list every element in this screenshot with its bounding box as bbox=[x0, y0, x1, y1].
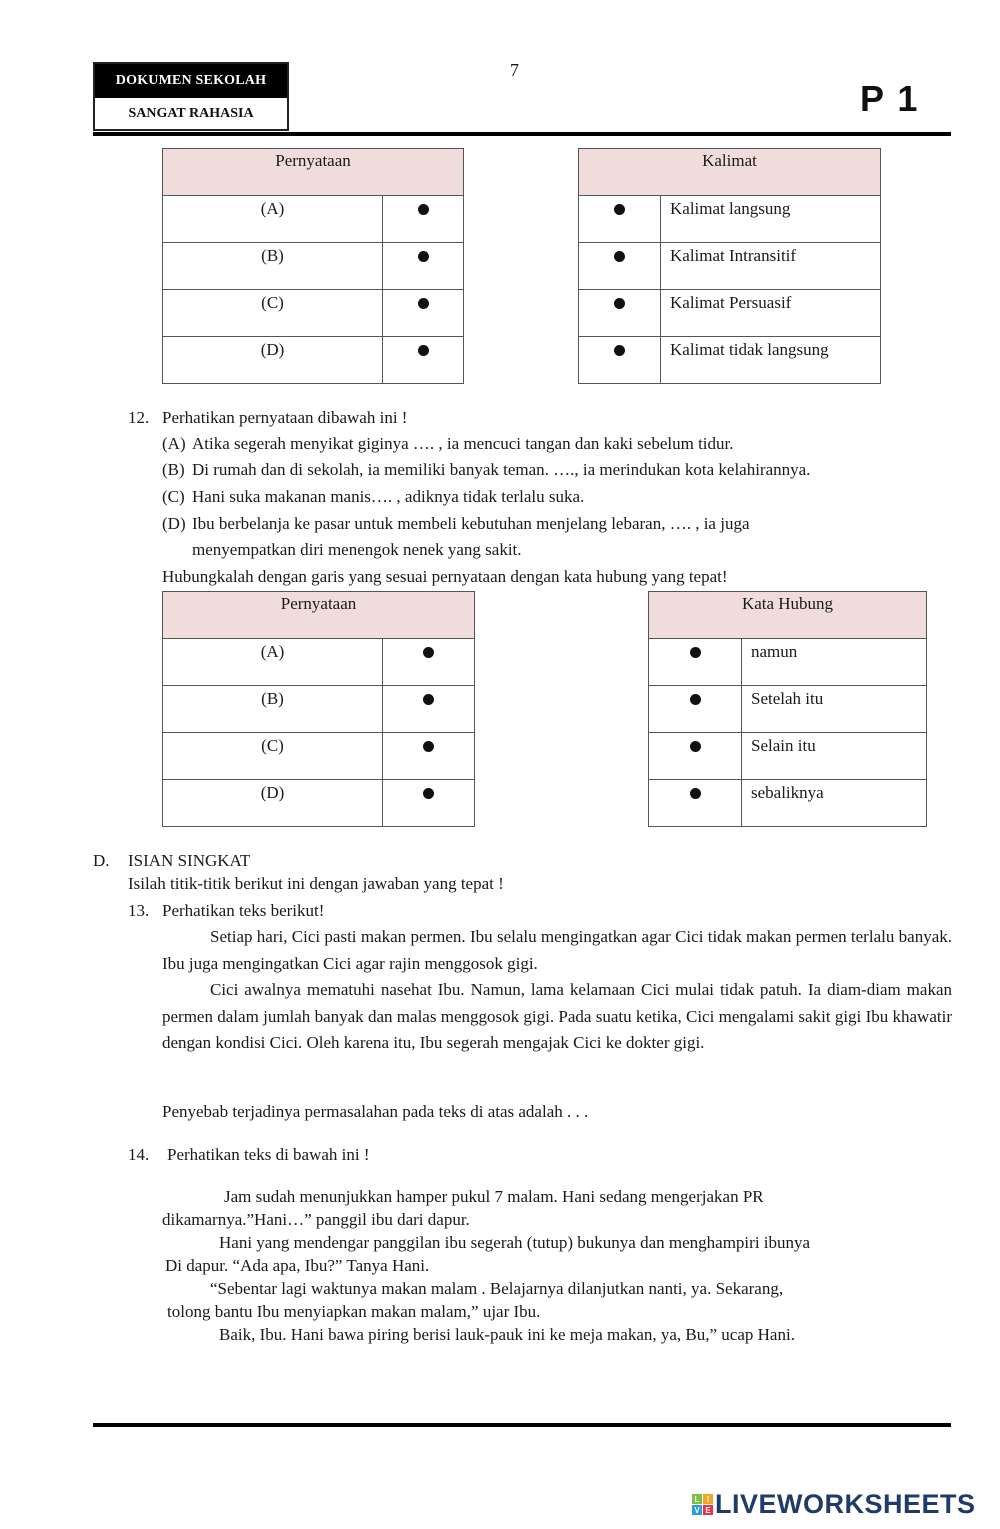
q13-number: 13. bbox=[128, 901, 150, 920]
match-dot[interactable] bbox=[614, 251, 625, 262]
table-row: (A) bbox=[163, 639, 475, 686]
secret-label: SANGAT RAHASIA bbox=[95, 98, 287, 129]
match-dot[interactable] bbox=[418, 345, 429, 356]
table-row: sebaliknya bbox=[649, 780, 927, 827]
q14-line: Jam sudah menunjukkan hamper pukul 7 malam. Hani sedang mengerjakan PR bbox=[224, 1187, 764, 1206]
table-row: (A) bbox=[163, 196, 464, 243]
q12-label-a: (A) bbox=[162, 434, 186, 453]
q13-prompt: Perhatikan teks berikut! bbox=[162, 901, 325, 920]
match-dot[interactable] bbox=[614, 298, 625, 309]
match-dot[interactable] bbox=[418, 298, 429, 309]
q12-item-a: Atika segerah menyikat giginya …. , ia mencuci tangan dan kaki sebelum tidur. bbox=[192, 434, 734, 453]
q13-paragraph-2: Cici awalnya mematuhi nasehat Ibu. Namun, lama kelamaan Cici mulai tidak patuh. Ia diam-diam makan permen dalam jumlah banyak dan malas menggosok gigi. Pada suatu ketika, Cici mengalami sakit gigi Ibu khawatir dengan kondisi Cici. Oleh karena itu, Ibu segerah mengajak Cici ke dokter gigi. bbox=[162, 980, 952, 1052]
q12-item-d-cont: menyempatkan diri menengok nenek yang sakit. bbox=[192, 540, 522, 559]
q14-line: tolong bantu Ibu menyiapkan makan malam,” ujar Ibu. bbox=[167, 1302, 541, 1321]
statement-table-2 bbox=[162, 591, 475, 827]
match-dot[interactable] bbox=[690, 788, 701, 799]
q14-line: “Sebentar lagi waktunya makan malam . Belajarnya dilanjutkan nanti, ya. Sekarang, bbox=[210, 1279, 784, 1298]
section-title: ISIAN SINGKAT bbox=[128, 851, 251, 870]
table-header: Pernyataan bbox=[163, 149, 464, 196]
table-row: Kalimat tidak langsung bbox=[579, 337, 881, 384]
match-dot[interactable] bbox=[418, 251, 429, 262]
match-dot[interactable] bbox=[423, 741, 434, 752]
section-instruction: Isilah titik-titik berikut ini dengan jawaban yang tepat ! bbox=[128, 874, 504, 893]
q12-number: 12. bbox=[128, 408, 150, 427]
section-letter: D. bbox=[93, 851, 110, 870]
table-row: (D) bbox=[163, 337, 464, 384]
live-logo-icon: L I V E bbox=[692, 1494, 713, 1515]
match-dot[interactable] bbox=[418, 204, 429, 215]
table-row: Setelah itu bbox=[649, 686, 927, 733]
statement-table-1 bbox=[162, 148, 464, 384]
q12-prompt: Perhatikan pernyataan dibawah ini ! bbox=[162, 408, 408, 427]
q14-line: Di dapur. “Ada apa, Ibu?” Tanya Hani. bbox=[165, 1256, 430, 1275]
table-row: Selain itu bbox=[649, 733, 927, 780]
table-header: Kalimat bbox=[579, 149, 881, 196]
q12-item-d: Ibu berbelanja ke pasar untuk membeli kebutuhan menjelang lebaran, …. , ia juga bbox=[192, 514, 750, 533]
table-header: Pernyataan bbox=[163, 592, 475, 639]
header-divider bbox=[93, 132, 951, 136]
footer-divider bbox=[93, 1423, 951, 1427]
table-row: (D) bbox=[163, 780, 475, 827]
q14-number: 14. bbox=[128, 1145, 150, 1164]
match-dot[interactable] bbox=[690, 741, 701, 752]
table-row: (C) bbox=[163, 733, 475, 780]
match-dot[interactable] bbox=[690, 647, 701, 658]
q12-item-c: Hani suka makanan manis…. , adiknya tidak terlalu suka. bbox=[192, 487, 585, 506]
q12-instruction: Hubungkalah dengan garis yang sesuai pernyataan dengan kata hubung yang tepat! bbox=[162, 567, 728, 586]
conjunction-table bbox=[648, 591, 927, 827]
table-row: (B) bbox=[163, 243, 464, 290]
sentence-type-table bbox=[578, 148, 881, 384]
page-number: 7 bbox=[510, 60, 519, 80]
match-dot[interactable] bbox=[614, 345, 625, 356]
table-row: Kalimat langsung bbox=[579, 196, 881, 243]
q14-line: dikamarnya.”Hani…” panggil ibu dari dapur. bbox=[162, 1210, 470, 1229]
q12-item-b: Di rumah dan di sekolah, ia memiliki banyak teman. …., ia merindukan kota kelahirannya. bbox=[192, 460, 811, 479]
match-dot[interactable] bbox=[423, 694, 434, 705]
logo-text: LIVEWORKSHEETS bbox=[715, 1489, 976, 1519]
q12-label-d: (D) bbox=[162, 514, 186, 533]
q14-prompt: Perhatikan teks di bawah ini ! bbox=[167, 1145, 370, 1164]
q13-question: Penyebab terjadinya permasalahan pada teks di atas adalah . . . bbox=[162, 1102, 589, 1121]
q14-line: Baik, Ibu. Hani bawa piring berisi lauk-pauk ini ke meja makan, ya, Bu,” ucap Hani. bbox=[219, 1325, 795, 1344]
match-dot[interactable] bbox=[423, 647, 434, 658]
match-dot[interactable] bbox=[423, 788, 434, 799]
table-row: (B) bbox=[163, 686, 475, 733]
document-classification-box bbox=[93, 62, 289, 131]
table-row: (C) bbox=[163, 290, 464, 337]
table-row: namun bbox=[649, 639, 927, 686]
q12-label-b: (B) bbox=[162, 460, 185, 479]
match-dot[interactable] bbox=[690, 694, 701, 705]
doc-label: DOKUMEN SEKOLAH bbox=[95, 64, 287, 98]
table-header: Kata Hubung bbox=[649, 592, 927, 639]
q14-line: Hani yang mendengar panggilan ibu segerah (tutup) bukunya dan menghampiri ibunya bbox=[219, 1233, 811, 1252]
table-row: Kalimat Intransitif bbox=[579, 243, 881, 290]
q12-label-c: (C) bbox=[162, 487, 185, 506]
liveworksheets-logo bbox=[692, 1489, 976, 1520]
q13-paragraph-1: Setiap hari, Cici pasti makan permen. Ibu selalu mengingatkan agar Cici tidak makan permen terlalu banyak. Ibu juga mengingatkan Cici agar rajin menggosok gigi. bbox=[162, 927, 952, 973]
match-dot[interactable] bbox=[614, 204, 625, 215]
table-row: Kalimat Persuasif bbox=[579, 290, 881, 337]
packet-code: P 1 bbox=[860, 78, 920, 119]
